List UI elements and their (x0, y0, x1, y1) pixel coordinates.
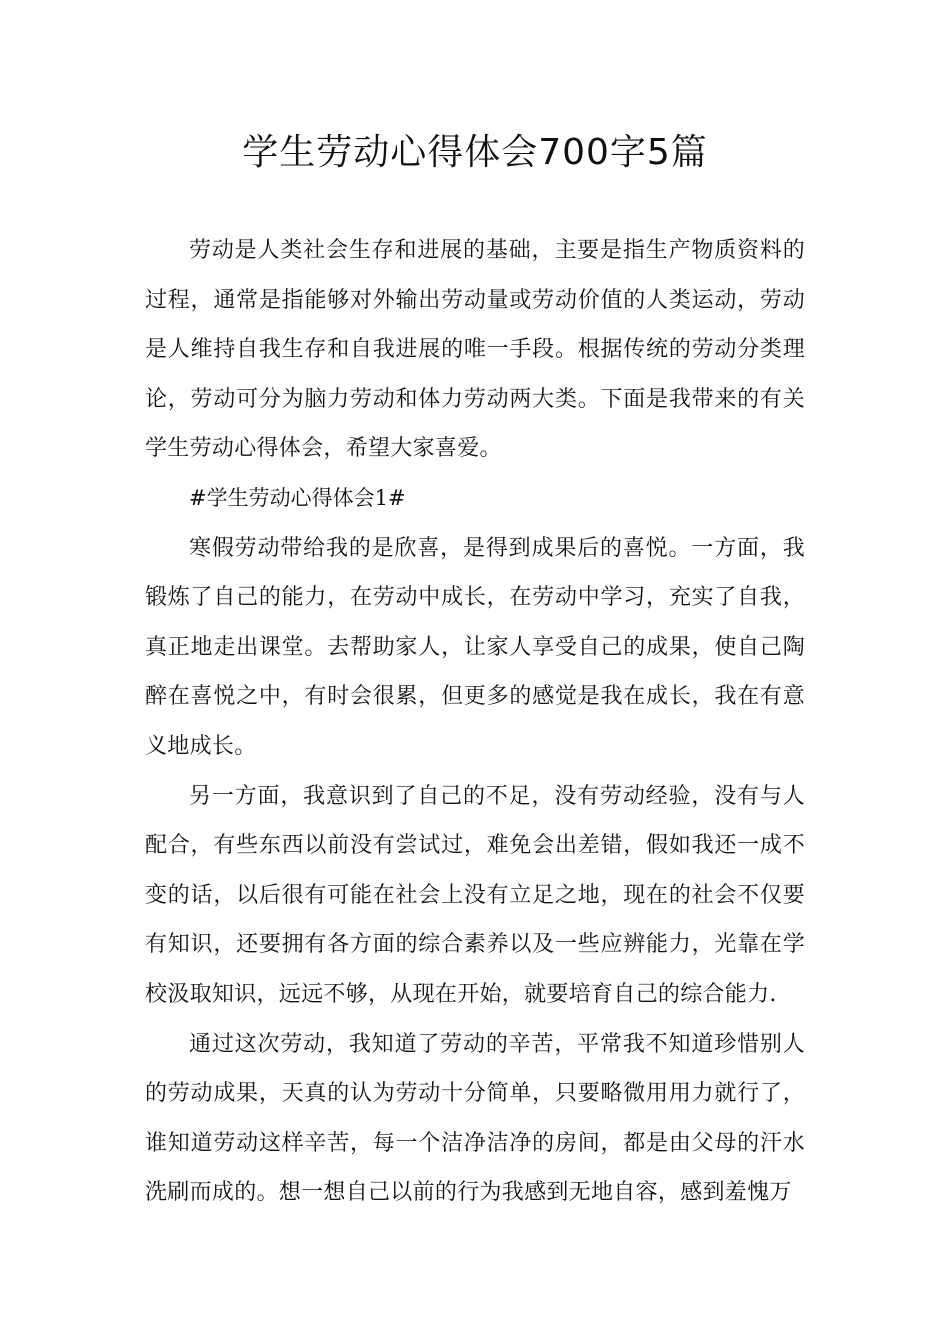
document-title: 学生劳动心得体会700字5篇 (242, 132, 708, 173)
paragraph-2: 另一方面，我意识到了自己的不足，没有劳动经验，没有与人配合，有些东西以前没有尝试过，难免会出差错，假如我还一成不变的话，以后很有可能在社会上没有立足之地，现在的社会不仅要有知识，还要拥有各方面的综合素养以及一些应辨能力，光靠在学校汲取知识，远远不够，从现在开始，就要培育自己的综合能力. (145, 783, 805, 1007)
paragraph-1: 寒假劳动带给我的是欣喜，是得到成果后的喜悦。一方面，我锻炼了自己的能力，在劳动中成长，在劳动中学习，充实了自我，真正地走出课堂。去帮助家人，让家人享受自己的成果，使自己陶醉在喜悦之中，有时会很累，但更多的感觉是我在成长，我在有意义地成长。 (145, 535, 805, 759)
paragraph-3: 通过这次劳动，我知道了劳动的辛苦，平常我不知道珍惜别人的劳动成果，天真的认为劳动十分简单，只要略微用用力就行了，谁知道劳动这样辛苦，每一个洁净洁净的房间，都是由父母的汗水洗刷而成的。想一想自己以前的行为我感到无地自容，感到羞愧万 (145, 1031, 805, 1206)
section-heading-1: #学生劳动心得体会1# (189, 485, 406, 510)
document-body (145, 226, 805, 1218)
paragraph-intro: 劳动是人类社会生存和进展的基础，主要是指生产物质资料的过程，通常是指能够对外输出劳动量或劳动价值的人类运动，劳动是人维持自我生存和自我进展的唯一手段。根据传统的劳动分类理论，劳动可分为脑力劳动和体力劳动两大类。下面是我带来的有关学生劳动心得体会，希望大家喜爱。 (145, 238, 805, 462)
